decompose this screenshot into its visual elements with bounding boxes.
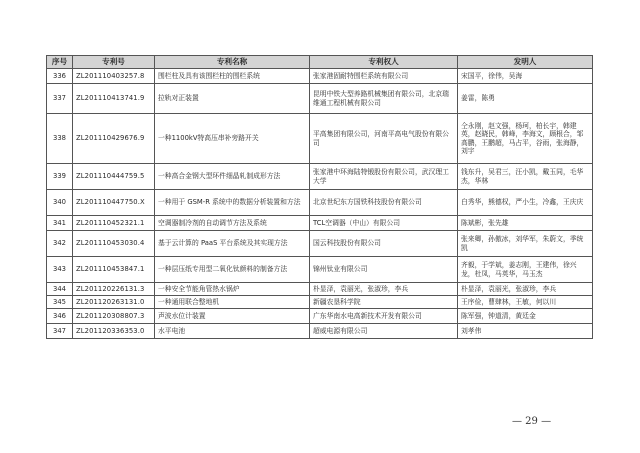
row-patent-number: ZL201120226131.3 [73, 283, 155, 296]
row-seq: 338 [47, 114, 73, 164]
row-seq: 346 [47, 309, 73, 324]
row-seq: 347 [47, 324, 73, 339]
row-inventors: 钱东升，吴君三，汪小凯，戴玉同，毛华杰，华林 [458, 164, 593, 190]
row-inventors: 姜雷，陈勇 [458, 84, 593, 114]
row-patent-name: 基于云计算的 PaaS 平台系统及其实现方法 [155, 231, 310, 257]
row-patent-name: 声波水位计装置 [155, 309, 310, 324]
row-seq: 343 [47, 257, 73, 283]
row-seq: 337 [47, 84, 73, 114]
row-inventors: 齐毅，于学斌，姜志刚，王建伟，徐兴龙，杜凤，马英华，马玉杰 [458, 257, 593, 283]
row-patent-owner: 平高集团有限公司，河南平高电气股份有限公司 [310, 114, 458, 164]
row-patent-number: ZL201110444759.5 [73, 164, 155, 190]
row-inventors: 陈斌彬，张先雄 [458, 216, 593, 231]
row-patent-owner: 国云科技股份有限公司 [310, 231, 458, 257]
row-patent-owner: 新疆农垦科学院 [310, 296, 458, 309]
row-patent-owner: 广东华南水电高新技术开发有限公司 [310, 309, 458, 324]
table-row [47, 69, 593, 84]
row-patent-owner: 朴显泽，袁丽光，张淑珍，李兵 [310, 283, 458, 296]
header-patent-number: 专利号 [73, 56, 155, 69]
row-patent-name: 围栏柱及具有该围栏柱的围栏系统 [155, 69, 310, 84]
row-patent-owner: 昆明中铁大型养路机械集团有限公司，北京瑞维通工程机械有限公司 [310, 84, 458, 114]
row-patent-name: 一种通用联合整地机 [155, 296, 310, 309]
row-patent-number: ZL201120336353.0 [73, 324, 155, 339]
row-seq: 341 [47, 216, 73, 231]
row-patent-name: 一种1100kV特高压串补旁路开关 [155, 114, 310, 164]
table-row [47, 296, 593, 309]
header-patent-owner: 专利权人 [310, 56, 458, 69]
header-patent-name: 专利名称 [155, 56, 310, 69]
row-patent-number: ZL201110447750.X [73, 190, 155, 216]
table-row [47, 283, 593, 296]
row-patent-owner: 超威电源有限公司 [310, 324, 458, 339]
row-patent-number: ZL201110452321.1 [73, 216, 155, 231]
table-row [47, 257, 593, 283]
row-seq: 344 [47, 283, 73, 296]
header-seq: 序号 [47, 56, 73, 69]
row-patent-name: 一种安全节能角管热水锅炉 [155, 283, 310, 296]
row-patent-name: 一种用于 GSM-R 系统中的数据分析装置和方法 [155, 190, 310, 216]
row-inventors: 白秀华，熊德权，严小生，冷鑫，王庆庆 [458, 190, 593, 216]
row-patent-owner: 锦州钛业有限公司 [310, 257, 458, 283]
table-row [47, 309, 593, 324]
patent-table [46, 55, 593, 339]
row-inventors: 刘孝伟 [458, 324, 593, 339]
header-inventors: 发明人 [458, 56, 593, 69]
row-patent-number: ZL201120263131.0 [73, 296, 155, 309]
row-patent-number: ZL201110453847.1 [73, 257, 155, 283]
row-patent-number: ZL201110413741.9 [73, 84, 155, 114]
table-row [47, 231, 593, 257]
row-seq: 336 [47, 69, 73, 84]
row-patent-name: 一种层压纸专用型二氧化钛颜料的制备方法 [155, 257, 310, 283]
row-seq: 340 [47, 190, 73, 216]
row-patent-number: ZL201110429676.9 [73, 114, 155, 164]
table-header-row [47, 56, 593, 69]
row-patent-owner: 张家港固耐特围栏系统有限公司 [310, 69, 458, 84]
row-patent-name: 一种高合金钢大型环件细晶轧制成形方法 [155, 164, 310, 190]
row-inventors: 仝永刚，赵文强，杨珂，柏长宇，韩建英，赵晓民，韩峰，李海文，顾根合，邹高鹏，王鹏超，马占平，谷雨，张海静，刘宇 [458, 114, 593, 164]
row-inventors: 宋国平，徐伟，吴海 [458, 69, 593, 84]
row-inventors: 陈军强，钟道清，黄廷金 [458, 309, 593, 324]
row-patent-name: 空调器制冷剂的自动调节方法及系统 [155, 216, 310, 231]
row-seq: 342 [47, 231, 73, 257]
row-patent-name: 水平电池 [155, 324, 310, 339]
table-row [47, 324, 593, 339]
row-seq: 339 [47, 164, 73, 190]
row-inventors: 张来卿，孙傲冰，刘华军，朱蔚文，季统凯 [458, 231, 593, 257]
row-inventors: 朴显泽，袁丽光，张淑珍，李兵 [458, 283, 593, 296]
page-number: — 29 — [512, 416, 552, 427]
table-row [47, 216, 593, 231]
row-patent-number: ZL201110403257.8 [73, 69, 155, 84]
table-row [47, 114, 593, 164]
table-row [47, 164, 593, 190]
row-patent-owner: 张家港中环海陆特锻股份有限公司，武汉理工大学 [310, 164, 458, 190]
table-row [47, 84, 593, 114]
row-patent-number: ZL201110453030.4 [73, 231, 155, 257]
row-patent-owner: TCL空调器（中山）有限公司 [310, 216, 458, 231]
row-patent-name: 拉轨对正装置 [155, 84, 310, 114]
row-seq: 345 [47, 296, 73, 309]
row-patent-number: ZL201120308807.3 [73, 309, 155, 324]
row-inventors: 王序俭，曹肆林，王敏，何以川 [458, 296, 593, 309]
table-row [47, 190, 593, 216]
row-patent-owner: 北京世纪东方国铁科技股份有限公司 [310, 190, 458, 216]
